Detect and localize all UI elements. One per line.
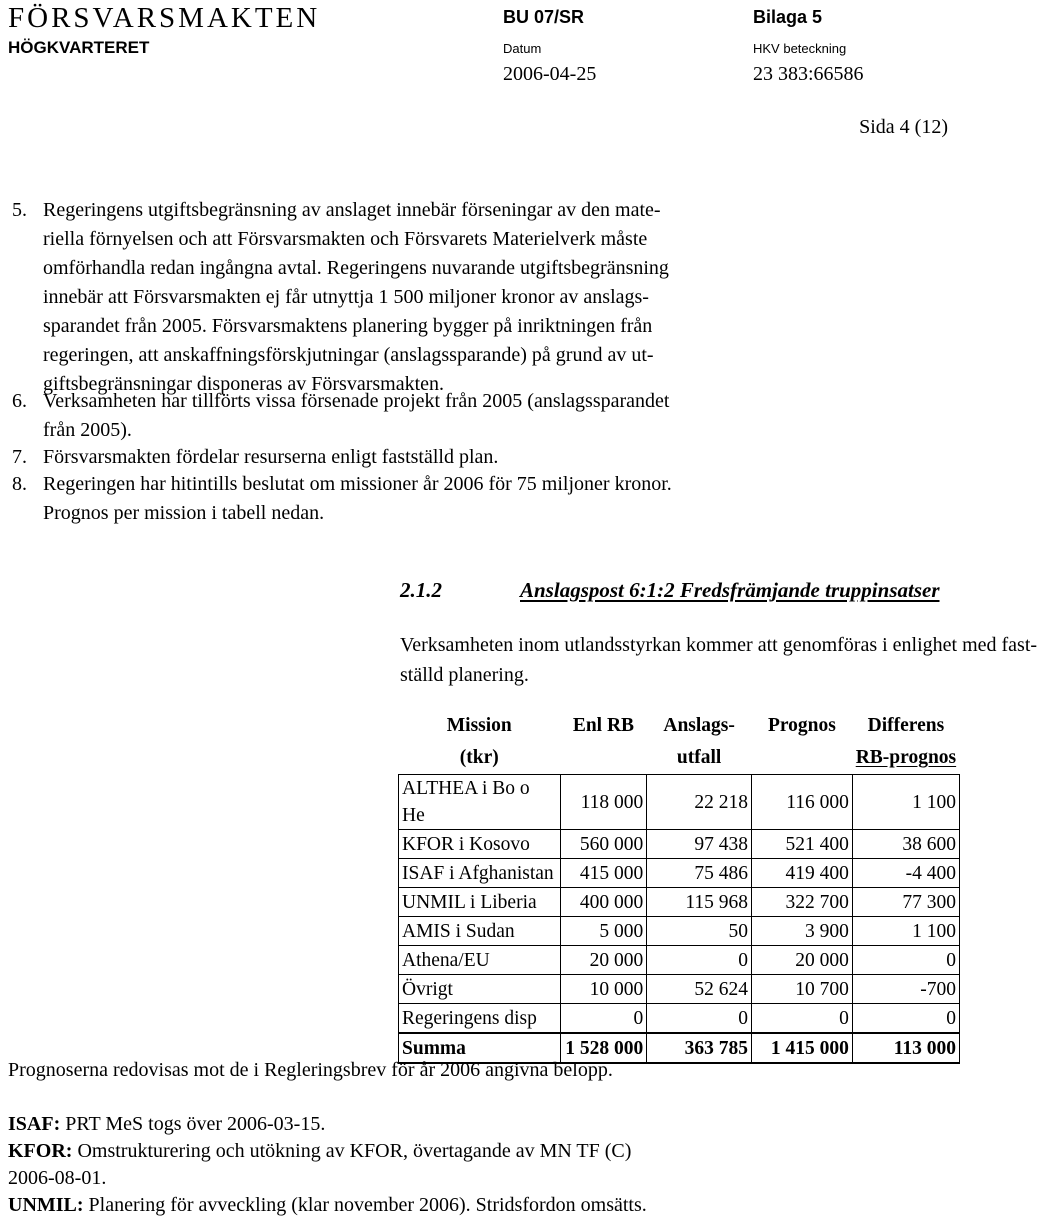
table-row bbox=[399, 917, 960, 946]
page-number: Sida 4 (12) bbox=[859, 116, 948, 138]
text-line: riella förnyelsen och att Försvarsmakten och Försvarets Materielverk måste bbox=[43, 228, 648, 250]
organization-name: FÖRSVARSMAKTEN bbox=[8, 2, 321, 34]
cell-prognos: 116 000 bbox=[751, 775, 852, 830]
table-row bbox=[399, 775, 960, 830]
cell-enl-rb: 5 000 bbox=[560, 917, 647, 946]
isaf-label: ISAF: bbox=[8, 1113, 61, 1135]
column-header-prognos bbox=[751, 710, 852, 775]
section-number: 2.1.2 bbox=[400, 578, 442, 602]
table-row bbox=[399, 946, 960, 975]
cell-prognos: 20 000 bbox=[751, 946, 852, 975]
text-line: Prognos per mission i tabell nedan. bbox=[43, 502, 325, 524]
table-row bbox=[399, 888, 960, 917]
header-line: Mission bbox=[446, 715, 512, 736]
cell-mission: KFOR i Kosovo bbox=[399, 830, 561, 859]
isaf-note bbox=[8, 1110, 325, 1139]
table-row bbox=[399, 830, 960, 859]
list-number: 8. bbox=[12, 473, 27, 495]
cell-prognos: 10 700 bbox=[751, 975, 852, 1004]
cell-anslagsutfall: 75 486 bbox=[647, 859, 752, 888]
text-line: giftsbegränsningar disponeras av Försvarsmakten. bbox=[43, 373, 445, 395]
cell-enl-rb: 0 bbox=[560, 1004, 647, 1034]
header-line: utfall bbox=[676, 747, 722, 768]
attachment-label: Bilaga 5 bbox=[753, 7, 823, 27]
cell-enl-rb: 118 000 bbox=[560, 775, 647, 830]
cell-mission: ISAF i Afghanistan bbox=[399, 859, 561, 888]
cell-total-enl-rb: 1 528 000 bbox=[560, 1033, 647, 1063]
text-line: Försvarsmakten fördelar resurserna enligt fastställd plan. bbox=[43, 446, 499, 468]
text-line: innebär att Försvarsmakten ej får utnyttja 1 500 miljoner kronor av anslags- bbox=[43, 286, 649, 308]
cell-mission: UNMIL i Liberia bbox=[399, 888, 561, 917]
cell-differens: 0 bbox=[852, 946, 959, 975]
kfor-text: Omstrukturering och utökning av KFOR, övertagande av MN TF (C) bbox=[72, 1140, 632, 1162]
table-row bbox=[399, 975, 960, 1004]
text-line: Regeringen har hitintills beslutat om missioner år 2006 för 75 miljoner kronor. bbox=[43, 473, 672, 495]
cell-anslagsutfall: 50 bbox=[647, 917, 752, 946]
list-text bbox=[43, 196, 669, 399]
column-header-differens bbox=[852, 710, 959, 775]
cell-differens: 38 600 bbox=[852, 830, 959, 859]
cell-mission: Athena/EU bbox=[399, 946, 561, 975]
organization-subtitle: HÖGKVARTERET bbox=[8, 38, 150, 57]
header-line: Enl RB bbox=[572, 715, 635, 736]
cell-differens: -700 bbox=[852, 975, 959, 1004]
cell-enl-rb: 415 000 bbox=[560, 859, 647, 888]
header-line: RB-prognos bbox=[855, 747, 957, 768]
cell-differens: 1 100 bbox=[852, 775, 959, 830]
cell-total-label: Summa bbox=[399, 1033, 561, 1063]
reference-value: 23 383:66586 bbox=[753, 63, 864, 85]
text-line: omförhandla redan ingångna avtal. Regeringens nuvarande utgiftsbegränsning bbox=[43, 257, 669, 279]
text-line: Verksamheten inom utlandsstyrkan kommer att genomföras i enlighet med fast- bbox=[400, 634, 1037, 656]
list-number: 6. bbox=[12, 390, 27, 412]
header-line: (tkr) bbox=[459, 747, 499, 768]
cell-mission: Regeringens disp bbox=[399, 1004, 561, 1034]
text-line: från 2005). bbox=[43, 419, 132, 441]
text-line: Verksamheten har tillförts vissa försenade projekt från 2005 (anslagssparandet bbox=[43, 390, 670, 412]
cell-differens: 0 bbox=[852, 1004, 959, 1034]
header-line: Prognos bbox=[767, 715, 836, 736]
cell-prognos: 3 900 bbox=[751, 917, 852, 946]
kfor-note bbox=[8, 1137, 631, 1166]
list-item bbox=[12, 387, 912, 445]
cell-anslagsutfall: 97 438 bbox=[647, 830, 752, 859]
section-title: Anslagspost 6:1:2 Fredsfrämjande truppinsatser bbox=[520, 578, 940, 602]
cell-mission: AMIS i Sudan bbox=[399, 917, 561, 946]
table-row bbox=[399, 859, 960, 888]
table-header-row bbox=[399, 710, 960, 775]
header-line: Differens bbox=[867, 715, 945, 736]
intro-paragraph bbox=[400, 630, 1037, 690]
cell-enl-rb: 10 000 bbox=[560, 975, 647, 1004]
list-item bbox=[12, 196, 912, 399]
isaf-text: PRT MeS togs över 2006-03-15. bbox=[60, 1113, 326, 1135]
unmil-label: UNMIL: bbox=[8, 1194, 84, 1216]
cell-total-anslagsutfall: 363 785 bbox=[647, 1033, 752, 1063]
list-text bbox=[43, 387, 669, 445]
cell-anslagsutfall: 0 bbox=[647, 946, 752, 975]
cell-anslagsutfall: 22 218 bbox=[647, 775, 752, 830]
column-header-mission bbox=[399, 710, 561, 775]
cell-mission: ALTHEA i Bo o He bbox=[399, 775, 561, 830]
text-line: regeringen, att anskaffningsförskjutningar (anslagssparande) på grund av ut- bbox=[43, 344, 654, 366]
list-number: 7. bbox=[12, 446, 27, 468]
cell-anslagsutfall: 0 bbox=[647, 1004, 752, 1034]
cell-enl-rb: 560 000 bbox=[560, 830, 647, 859]
cell-prognos: 0 bbox=[751, 1004, 852, 1034]
cell-total-prognos: 1 415 000 bbox=[751, 1033, 852, 1063]
cell-differens: 77 300 bbox=[852, 888, 959, 917]
cell-differens: 1 100 bbox=[852, 917, 959, 946]
prognosis-note: Prognoserna redovisas mot de i Regleringsbrev för år 2006 angivna belopp. bbox=[8, 1059, 613, 1081]
kfor-label: KFOR: bbox=[8, 1140, 73, 1162]
list-item bbox=[12, 443, 912, 472]
unmil-note bbox=[8, 1191, 647, 1220]
document-code: BU 07/SR bbox=[503, 7, 585, 27]
cell-differens: -4 400 bbox=[852, 859, 959, 888]
cell-enl-rb: 20 000 bbox=[560, 946, 647, 975]
kfor-note-cont: 2006-08-01. bbox=[8, 1167, 107, 1189]
cell-prognos: 521 400 bbox=[751, 830, 852, 859]
unmil-text: Planering för avveckling (klar november 2006). Stridsfordon omsätts. bbox=[83, 1194, 647, 1216]
cell-prognos: 419 400 bbox=[751, 859, 852, 888]
cell-prognos: 322 700 bbox=[751, 888, 852, 917]
date-value: 2006-04-25 bbox=[503, 63, 597, 85]
list-text bbox=[43, 470, 672, 528]
list-text bbox=[43, 443, 498, 472]
list-number: 5. bbox=[12, 199, 27, 221]
cell-enl-rb: 400 000 bbox=[560, 888, 647, 917]
column-header-enl-rb bbox=[560, 710, 647, 775]
header-line: Anslags- bbox=[663, 715, 735, 736]
cell-total-differens: 113 000 bbox=[852, 1033, 959, 1063]
text-line: ställd planering. bbox=[400, 664, 529, 686]
cell-anslagsutfall: 115 968 bbox=[647, 888, 752, 917]
column-header-anslagsutfall bbox=[647, 710, 752, 775]
table-row bbox=[399, 1004, 960, 1034]
mission-budget-table bbox=[398, 710, 960, 1064]
date-label: Datum bbox=[503, 41, 542, 56]
text-line: Regeringens utgiftsbegränsning av anslaget innebär förseningar av den mate- bbox=[43, 199, 661, 221]
cell-mission: Övrigt bbox=[399, 975, 561, 1004]
text-line: sparandet från 2005. Försvarsmaktens planering bygger på inriktningen från bbox=[43, 315, 653, 337]
reference-label: HKV beteckning bbox=[753, 41, 847, 56]
cell-anslagsutfall: 52 624 bbox=[647, 975, 752, 1004]
list-item bbox=[12, 470, 912, 528]
